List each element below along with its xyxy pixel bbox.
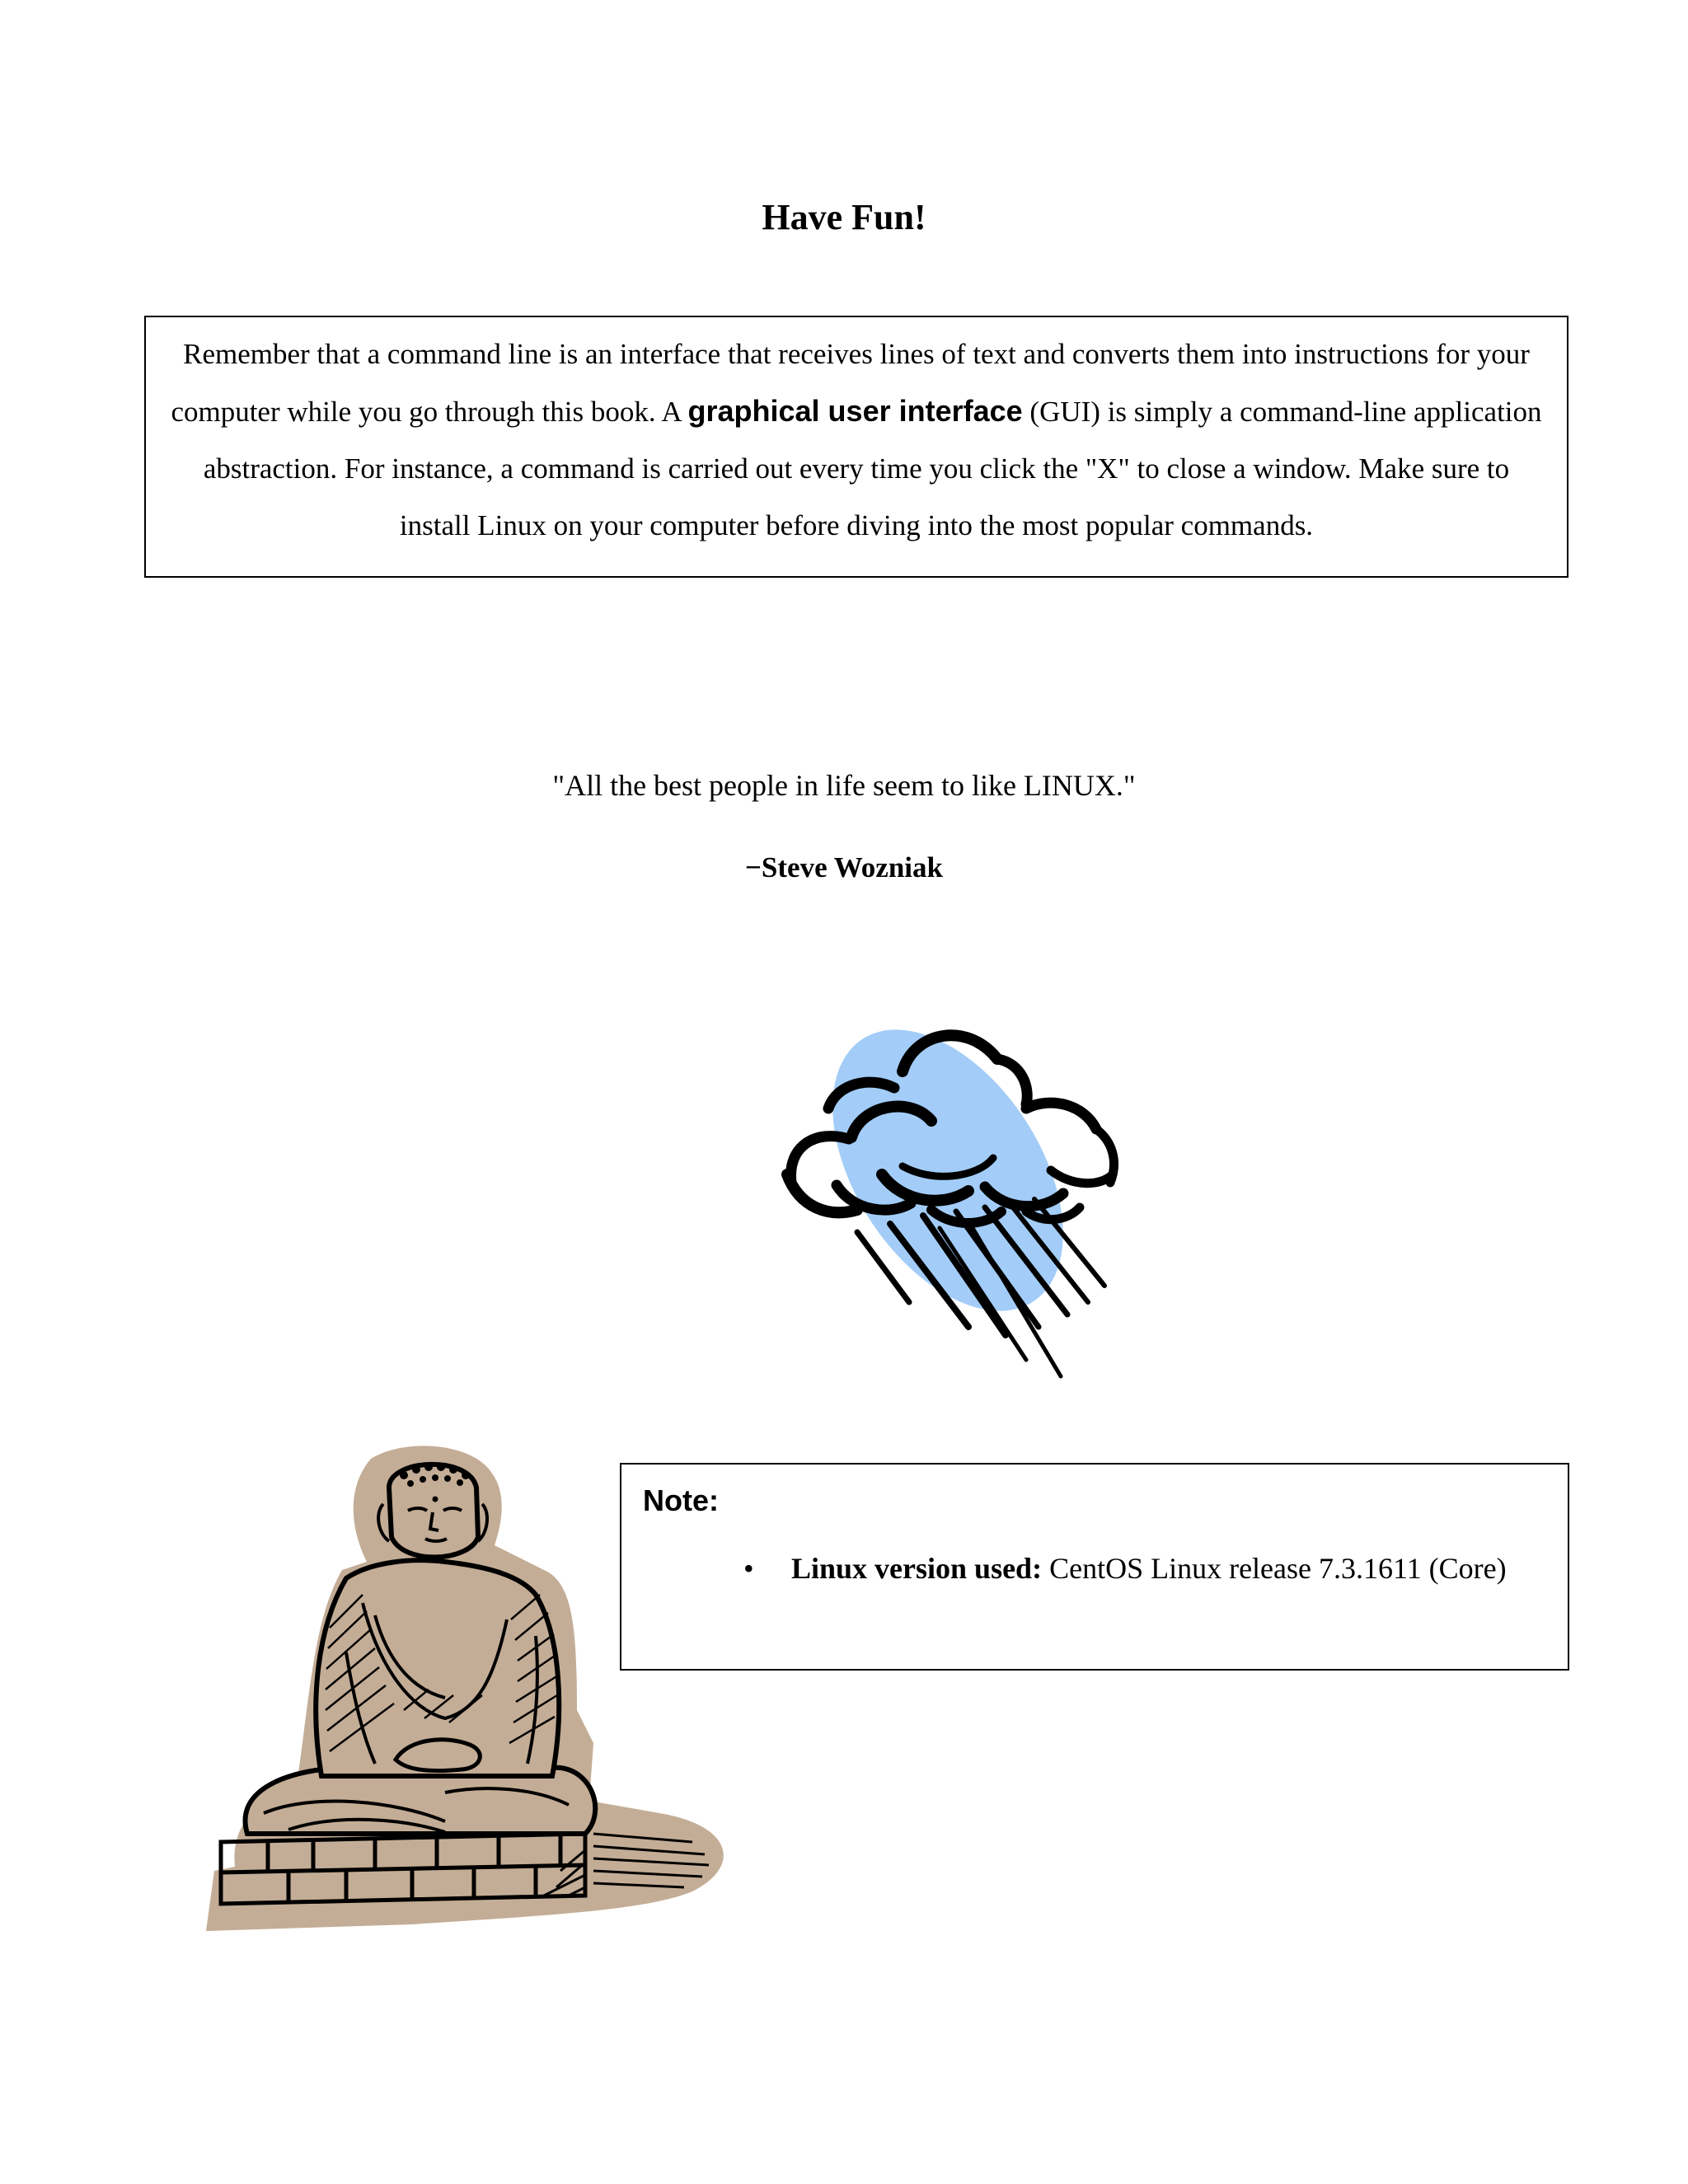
quote-author: −Steve Wozniak <box>744 851 943 883</box>
intro-text-before: Remember that a command line is an interface that receives lines of text and converts them into instructions for your computer while you go through this book. A <box>171 338 1530 428</box>
page-title: Have Fun! <box>762 197 926 237</box>
note-list <box>621 1551 1507 1586</box>
note-box <box>620 1463 1569 1671</box>
note-title: Note: <box>643 1483 719 1517</box>
note-list-item <box>621 1551 1507 1586</box>
note-item-value: CentOS Linux release 7.3.1611 (Core) <box>1042 1552 1507 1585</box>
intro-box <box>144 316 1568 578</box>
bullet-icon: • <box>743 1552 754 1585</box>
quote-text: "All the best people in life seem to like LINUX." <box>552 769 1136 802</box>
intro-text-after: (GUI) is simply a command-line application abstraction. For instance, a command is carried out every time you click the "X" to close a window. Make sure to install Linux on your computer before diving into the most popular commands. <box>203 396 1542 541</box>
gui-term-highlight: graphical user interface <box>687 394 1023 428</box>
rain-cloud-image <box>779 1005 1158 1418</box>
note-item-label: Linux version used: <box>791 1552 1043 1585</box>
